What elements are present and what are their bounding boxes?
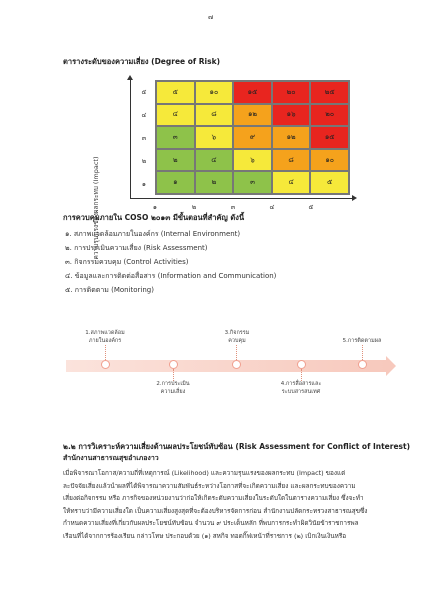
coso-item: ๓. กิจกรรมควบคุม (Control Activities) [65, 258, 189, 266]
risk-cell: ๑ [156, 171, 195, 194]
timeline-step-label: 5.การติดตามผล [342, 338, 382, 344]
timeline-node-5 [358, 360, 367, 369]
y-tick-label: ๕ [141, 88, 147, 96]
risk-cell: ๘ [272, 149, 311, 172]
timeline-node-1 [101, 360, 110, 369]
risk-cell: ๒ [156, 149, 195, 172]
risk-matrix-heading: ตารางระดับของความเสี่ยง (Degree of Risk) [63, 57, 221, 66]
risk-cell: ๑๒ [272, 126, 311, 149]
matrix-x-axis-line [130, 198, 355, 199]
risk-cell: ๘ [195, 104, 234, 127]
matrix-y-axis-line [130, 78, 131, 198]
risk-cell: ๑๕ [233, 81, 272, 104]
timeline-step-label: 1.สภาพแวดล้อม ภายในองค์กร [85, 330, 125, 344]
risk-cell: ๙ [233, 126, 272, 149]
risk-cell: ๑๐ [195, 81, 234, 104]
x-tick-label: ๔ [269, 203, 275, 211]
timeline-node-2 [169, 360, 178, 369]
section-heading-2-2: ๒.๒ การวิเคราะห์ความเสี่ยงด้านผลประโยชน์ทับซ้อน (Risk Assessment for Conflict of Interest) [63, 442, 411, 451]
matrix-y-axis-label: ความรุนแรงของผลกระทบ (Impact) [92, 156, 100, 260]
timeline-step-label: 3.กิจกรรม ควบคุม [224, 330, 250, 344]
paragraph-line: ให้ทราบว่ามีความเสี่ยงใด เป็นความเสี่ยงสูงสุดที่จะต้องบริหารจัดการก่อน สำนักงานปลัดกระทรวงสาธารณสุขซึ่ง [63, 506, 368, 515]
risk-cell: ๑๐ [310, 149, 349, 172]
risk-cell: ๓ [156, 126, 195, 149]
risk-cell: ๑๒ [233, 104, 272, 127]
x-tick-label: ๓ [230, 203, 236, 211]
risk-cell: ๕ [156, 81, 195, 104]
risk-cell: ๑๕ [310, 126, 349, 149]
risk-cell: ๖ [195, 126, 234, 149]
risk-cell: ๑๖ [272, 104, 311, 127]
x-tick-label: ๒ [191, 203, 197, 211]
x-tick-label: ๕ [308, 203, 314, 211]
timeline-node-3 [232, 360, 241, 369]
y-tick-label: ๑ [141, 180, 147, 188]
risk-cell: ๔ [195, 149, 234, 172]
risk-matrix [155, 80, 350, 195]
y-tick-label: ๒ [141, 157, 147, 165]
y-axis-arrow-icon [127, 75, 133, 80]
risk-cell: ๓ [233, 171, 272, 194]
paragraph-line: กำหนดความเสี่ยงที่เกี่ยวกับผลประโยชน์ทับซ้อน จำนวน ๙ ประเด็นหลัก ที่พบการกระทำผิดวินัยข้าราชการพล [63, 519, 359, 527]
timeline-stem [362, 345, 363, 360]
risk-cell: ๒๕ [310, 81, 349, 104]
risk-cell: ๒๐ [310, 104, 349, 127]
page-number: ๗ [208, 13, 214, 21]
timeline-stem [105, 345, 106, 360]
paragraph-line: เมื่อพิจารณาโอกาส/ความถี่ที่เหตุการณ์ (Likelihood) และความรุนแรงของผลกระทบ (Impact) ของแต่ [63, 469, 346, 477]
coso-item: ๒. การประเมินความเสี่ยง (Risk Assessment) [65, 244, 208, 252]
paragraph-line: เรือนที่ได้จากการร้องเรียน กล่าวโทษ ประกอบด้วย (๑) สหกิจ ทอดกิ๊ฟเหน้าที่ราชการ (๒) เบิกเงินเงินหรือ [63, 531, 347, 540]
risk-cell: ๔ [272, 171, 311, 194]
timeline-stem [236, 345, 237, 360]
timeline-arrowhead-icon [386, 356, 396, 376]
paragraph-line: ละปัจจัยเสี่ยงแล้วนำผลที่ได้พิจารณาความสัมพันธ์ระหว่างโอกาสที่จะเกิดความเสี่ยง และผลกระทบของความ [63, 481, 356, 490]
risk-cell: ๒๐ [272, 81, 311, 104]
risk-cell: ๕ [310, 171, 349, 194]
timeline-step-label: 4.การสื่อสารและ ระบบสารสนเทศ [280, 381, 322, 395]
coso-item: ๑. สภาพแวดล้อมภายในองค์กร (Internal Environment) [65, 230, 241, 238]
section-paragraph [63, 467, 368, 542]
y-tick-label: ๔ [141, 111, 147, 119]
y-tick-label: ๓ [141, 134, 147, 142]
coso-item: ๕. การติดตาม (Monitoring) [65, 286, 154, 294]
coso-item: ๔. ข้อมูลและการติดต่อสื่อสาร (Information and Communication) [65, 272, 277, 280]
risk-cell: ๖ [233, 149, 272, 172]
paragraph-line: เสี่ยงต่อกิจกรรม หรือ ภารกิจของหน่วยงานว่าก่อให้เกิดระดับความเสี่ยงในระดับใดในตารางความเสี่ยง ซึ่งจะทำ [63, 494, 364, 502]
x-axis-arrow-icon [352, 195, 357, 201]
section-subtitle: สำนักงานสาธารณสุขอำเภองาว [63, 454, 159, 462]
timeline-node-4 [297, 360, 306, 369]
coso-heading: การควบคุมภายใน COSO ๒๐๑๓ มีขั้นตอนที่สำคัญ ดังนี้ [63, 213, 245, 222]
risk-cell: ๒ [195, 171, 234, 194]
timeline-arrow-bar [66, 360, 386, 372]
risk-cell: ๔ [156, 104, 195, 127]
x-tick-label: ๑ [152, 203, 158, 211]
timeline-step-label: 2.การประเมิน ความเสี่ยง [156, 381, 190, 395]
